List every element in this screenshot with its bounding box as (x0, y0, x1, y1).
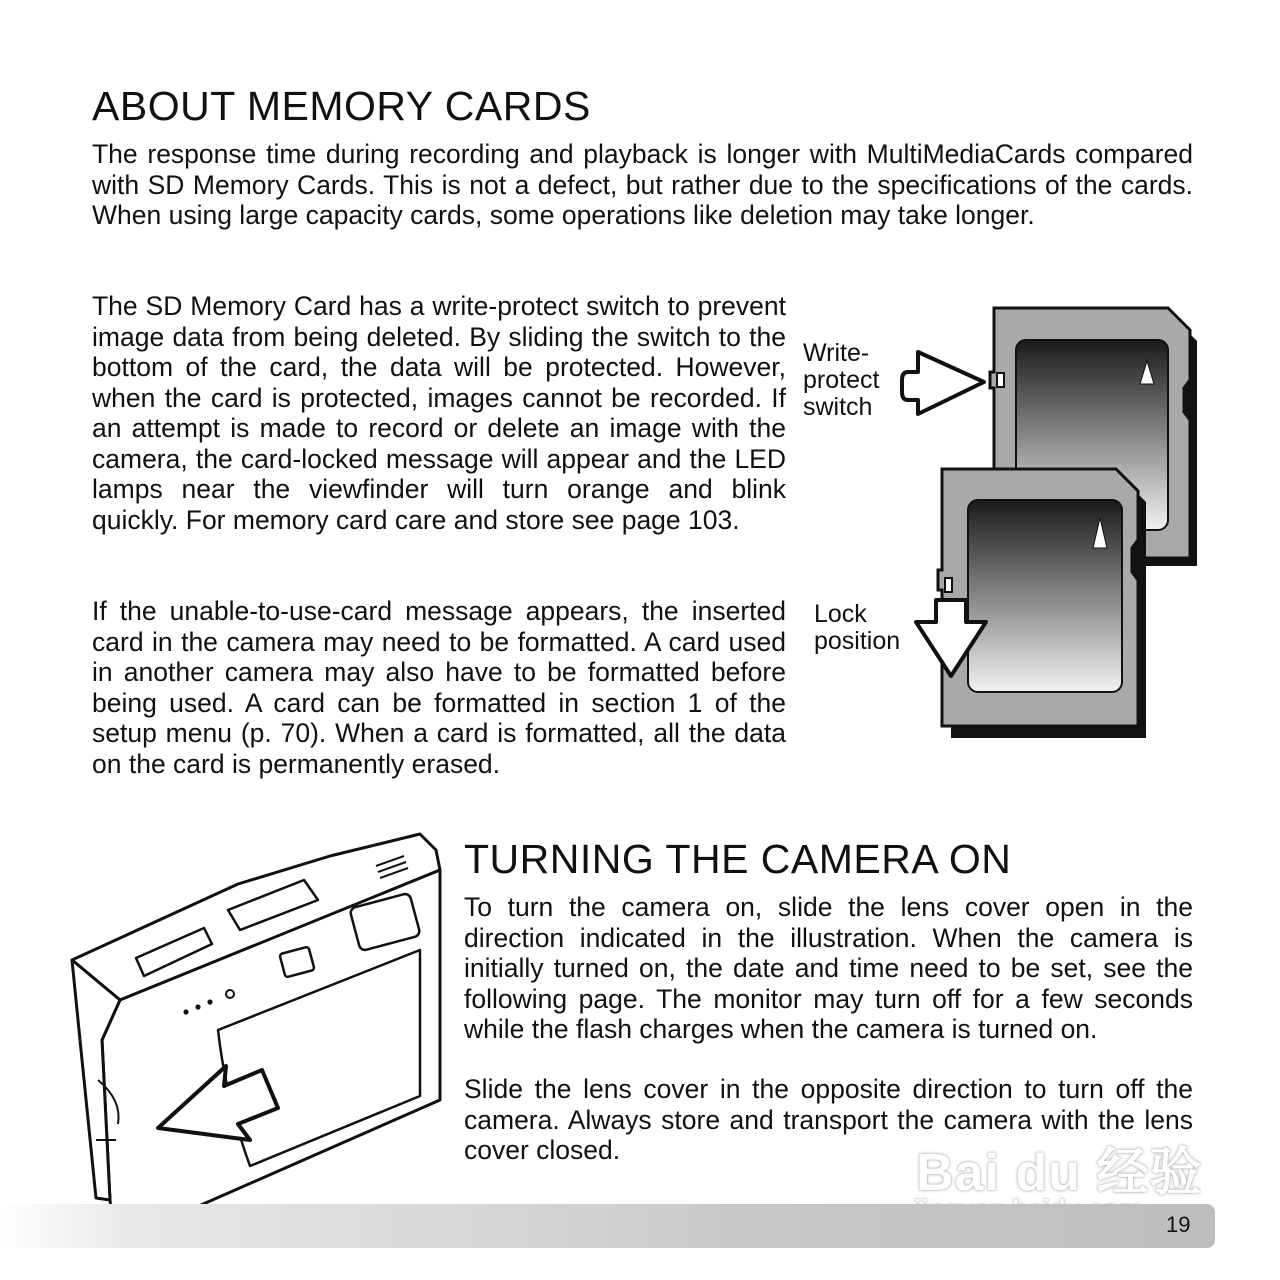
baidu-watermark-logo: Bai du 经验 (916, 1144, 1203, 1202)
lock-position-label: Lock position (814, 600, 901, 655)
camera-on-paragraph-1: To turn the camera on, slide the lens cover open in the direction indicated in the illustration. When the camera is initially turned on, the date and time need to be set, see the following page. The monitor may turn off for a few seconds while the flash charges when the camera is turned on. (464, 892, 1193, 1044)
memory-cards-paragraph-1: The response time during recording and playback is longer with MultiMediaCards compared with SD Memory Cards. This is not a defect, but rather due to the specifications of the cards. When using large capacity cards, some operations like deletion may take longer. (92, 139, 1193, 230)
memory-cards-paragraph-2: The SD Memory Card has a write-protect switch to prevent image data from being deleted. By sliding the switch to the bottom of the card, the data will be protected. However, when the card is protected, images cannot be recorded. If an attempt is made to record or delete an image with the camera, the card-locked message will appear and the LED lamps near the viewfinder will turn orange and blink quickly. For memory card care and store see page 103. (92, 291, 786, 535)
camera-on-heading: TURNING THE CAMERA ON (464, 836, 1012, 882)
memory-cards-heading: ABOUT MEMORY CARDS (92, 83, 591, 129)
page-number: 19 (1166, 1212, 1191, 1237)
footer-band (0, 1204, 1215, 1248)
camera-on-paragraph-2: Slide the lens cover in the opposite direction to turn off the camera. Always store and transport the camera with the lens cover closed. (464, 1074, 1193, 1165)
memory-cards-paragraph-3: If the unable-to-use-card message appears, the inserted card in the camera may need to be formatted. A card used in another camera may also have to be formatted before being used. A card can be formatted in section 1 of the setup menu (p. 70). When a card is formatted, all the data on the card is permanently erased. (92, 596, 786, 779)
write-protect-switch-label: Write- protect switch (803, 339, 880, 421)
